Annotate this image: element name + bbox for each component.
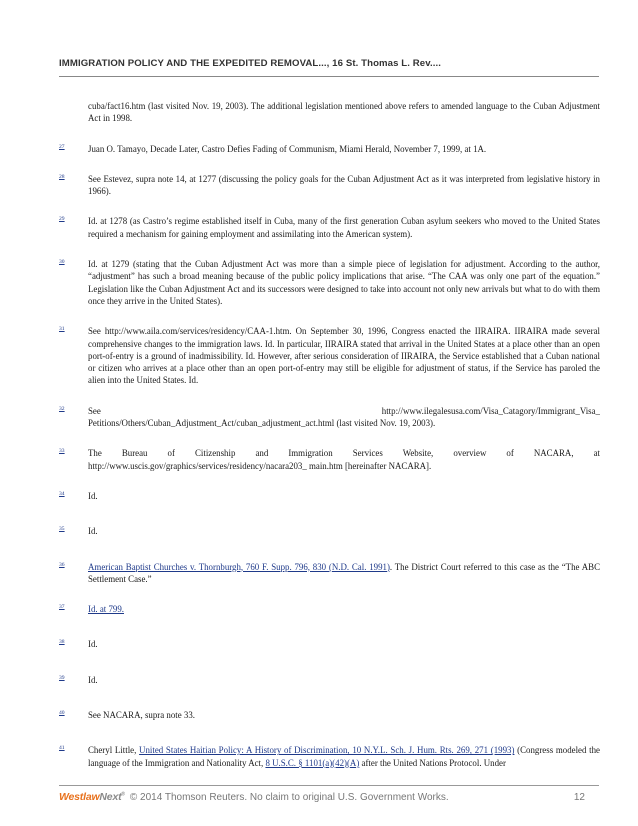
footnote-text: Id. — [88, 490, 98, 501]
logo-next-text: Next — [99, 791, 122, 803]
footnote-number[interactable]: 40 — [59, 710, 65, 717]
footnote-29 — [59, 215, 600, 240]
continuation-text: cuba/fact16.htm (last visited Nov. 19, 2003). The additional legislation mentioned above refers to amended language to the Cuban Adjustment Act in 1998. — [88, 101, 600, 124]
footnote-number[interactable]: 29 — [59, 216, 65, 223]
footnote-28 — [59, 173, 600, 198]
footnote-text: Id. at 1278 (as Castro’s regime established itself in Cuba, many of the first generation Cuban asylum seekers who moved to the United States required a mechanism for gaining employment and assimilating into the American system). — [88, 216, 600, 239]
footnote-38 — [59, 638, 600, 650]
footnote-text: Id. at 1279 (stating that the Cuban Adjustment Act was more than a simple piece of legislation for adjustment. According to the author, “adjustment” has such a broad meaning because of the public policy implications that arise. “The CAA was only one part of the equation.” Legislation like the Cuban Adjustment Act and its successors were designed to take into account not only new arrivals but what to do with them once they arrive in the United States). — [88, 259, 600, 306]
footnote-number[interactable]: 36 — [59, 561, 65, 568]
footnotes-body — [59, 100, 600, 787]
footnote-text-rest: after the United Nations Protocol. Under — [359, 757, 506, 768]
page-number: 12 — [573, 791, 585, 803]
footnote-27 — [59, 143, 600, 155]
footnote-number[interactable]: 41 — [59, 745, 65, 752]
footnote-text — [88, 744, 600, 769]
footnote-text: See http://www.aila.com/services/residency/CAA-1.htm. On September 30, 1996, Congress enacted the IIRAIRA. IIRAIRA made several comprehensive changes to the immigration laws. Id. In particular, IIRAIRA stated that arrival in the United States at a place other than an open port-of-entry is a ground of inadmissibility. Id. However, after serious consideration of IIRAIRA, the Service established that a Cuban national or citizen who arrives at a place other than an open port-of-entry may still be eligible for adjustment of status, if the Service has paroled the alien into the United States. Id. — [88, 326, 600, 386]
footnote-number[interactable]: 31 — [59, 326, 65, 333]
footnote-37 — [59, 603, 600, 615]
footnote-text-rest: . The District Court referred to this case as the “The ABC Settlement Case.” — [88, 561, 600, 584]
logo-westlaw-text: Westlaw — [59, 791, 100, 803]
footnote-text: The Bureau of Citizenship and Immigration Services Website, overview of NACARA, at http://www.uscis.gov/graphics/services/residency/nacara203_ main.htm [hereinafter NACARA]. — [88, 448, 600, 471]
footnote-number[interactable]: 33 — [59, 448, 65, 455]
logo-registered-mark: ® — [121, 791, 125, 798]
footnote-33 — [59, 447, 600, 472]
footnote-text: Id. — [88, 674, 98, 685]
footnote-text-mid: (Congress modeled the language of the Immigration and Nationality Act, — [88, 745, 600, 768]
header-divider — [59, 76, 599, 77]
footnote-34 — [59, 490, 600, 502]
author-name: Cheryl Little, — [88, 745, 140, 756]
footnote-text — [88, 405, 600, 430]
footnote-41 — [59, 744, 600, 769]
footnote-first-line — [88, 405, 600, 417]
footnote-number[interactable]: 27 — [59, 143, 65, 150]
running-header: IMMIGRATION POLICY AND THE EXPEDITED REMOVAL..., 16 St. Thomas L. Rev.... — [59, 58, 442, 69]
footnote-36 — [59, 561, 600, 586]
footnote-text: See NACARA, supra note 33. — [88, 710, 195, 721]
copyright-notice: © 2014 Thomson Reuters. No claim to original U.S. Government Works. — [129, 791, 449, 803]
page-footer — [59, 790, 599, 804]
footnote-40 — [59, 709, 600, 721]
footnote-text — [88, 603, 600, 615]
footnote-number[interactable]: 35 — [59, 526, 65, 533]
footnote-url: http://www.ilegalesusa.com/Visa_Catagory/Immigrant_Visa_ — [381, 405, 600, 416]
see-signal: See — [88, 405, 101, 416]
footnote-text: Id. — [88, 639, 98, 650]
footnote-url-continued: Petitions/Others/Cuban_Adjustment_Act/cuban_adjustment_act.html (last visited Nov. 19, 2003). — [88, 418, 436, 429]
footnote-text: See Estevez, supra note 14, at 1277 (discussing the policy goals for the Cuban Adjustment Act as it was interpreted from legislative history in 1966). — [88, 173, 600, 197]
article-citation-link[interactable]: United States Haitian Policy: A History of Discrimination, 10 N.Y.L. Sch. J. Hum. Rts. 269, 271 (1993) — [139, 745, 515, 756]
footnote-text: Juan O. Tamayo, Decade Later, Castro Defies Fading of Communism, Miami Herald, November 7, 1999, at 1A. — [88, 143, 487, 154]
footnote-31 — [59, 325, 600, 386]
footnote-text: Id. — [88, 526, 98, 537]
case-citation-link[interactable]: American Baptist Churches v. Thornburgh, 760 F. Supp. 796, 830 (N.D. Cal. 1991) — [88, 561, 390, 572]
footnote-30 — [59, 258, 600, 307]
footnote-text — [88, 561, 600, 586]
footnote-number[interactable]: 38 — [59, 639, 65, 646]
footnote-39 — [59, 674, 600, 686]
footnote-number[interactable]: 28 — [59, 173, 65, 180]
footnote-number[interactable]: 30 — [59, 259, 65, 266]
westlawnext-logo — [59, 791, 125, 803]
footnote-35 — [59, 525, 600, 537]
footnote-number[interactable]: 32 — [59, 405, 65, 412]
footer-divider — [59, 785, 599, 786]
footnote-number[interactable]: 34 — [59, 490, 65, 497]
footnote-32 — [59, 405, 600, 430]
statute-citation-link[interactable]: 8 U.S.C. § 1101(a)(42)(A) — [265, 757, 360, 768]
footnote-number[interactable]: 39 — [59, 674, 65, 681]
citation-link[interactable]: Id. at 799. — [88, 604, 124, 615]
footnote-number[interactable]: 37 — [59, 604, 65, 611]
